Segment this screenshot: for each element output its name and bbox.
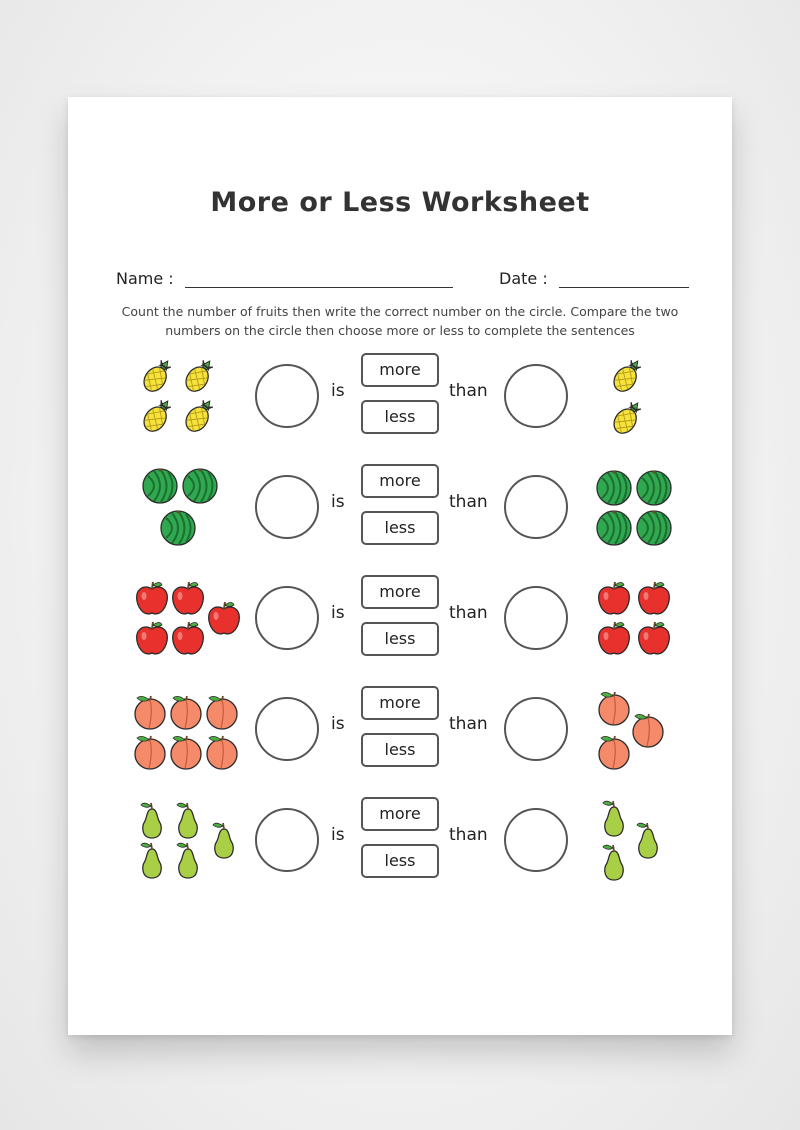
- more-option[interactable]: more: [361, 686, 439, 720]
- right-fruit-group: [588, 464, 678, 554]
- is-label: is: [331, 603, 345, 623]
- apple-icon: [594, 619, 634, 659]
- less-option[interactable]: less: [361, 733, 439, 767]
- is-label: is: [331, 714, 345, 734]
- peach-icon: [130, 732, 170, 772]
- more-option[interactable]: more: [361, 353, 439, 387]
- pineapple-icon: [608, 355, 648, 395]
- exercise-row: [68, 686, 732, 776]
- than-label: than: [449, 825, 488, 845]
- right-fruit-group: [588, 686, 678, 776]
- pineapple-icon: [180, 395, 220, 435]
- watermelon-icon: [594, 508, 634, 548]
- pear-icon: [132, 841, 172, 881]
- apple-icon: [594, 579, 634, 619]
- pear-icon: [628, 821, 668, 861]
- pear-icon: [168, 841, 208, 881]
- watermelon-icon: [634, 468, 674, 508]
- is-label: is: [331, 381, 345, 401]
- right-count-circle[interactable]: [504, 697, 568, 761]
- left-count-circle[interactable]: [255, 808, 319, 872]
- peach-icon: [628, 710, 668, 750]
- peach-icon: [202, 692, 242, 732]
- than-label: than: [449, 492, 488, 512]
- right-count-circle[interactable]: [504, 808, 568, 872]
- watermelon-icon: [158, 508, 198, 548]
- instructions: Count the number of fruits then write the correct number on the circle. Compare the two numbers on the circle then choose more or less to complete the sentences: [121, 304, 679, 338]
- date-field[interactable]: [499, 269, 689, 288]
- peach-icon: [166, 732, 206, 772]
- left-fruit-group: [128, 353, 238, 443]
- pineapple-icon: [608, 397, 648, 437]
- date-label: Date :: [499, 269, 548, 288]
- peach-icon: [130, 692, 170, 732]
- left-count-circle[interactable]: [255, 586, 319, 650]
- pear-icon: [132, 801, 172, 841]
- worksheet-page: [68, 97, 732, 1035]
- than-label: than: [449, 714, 488, 734]
- left-count-circle[interactable]: [255, 364, 319, 428]
- worksheet-title: More or Less Worksheet: [210, 187, 590, 218]
- less-option[interactable]: less: [361, 400, 439, 434]
- date-line[interactable]: [559, 273, 689, 288]
- apple-icon: [634, 619, 674, 659]
- exercise-row: [68, 575, 732, 665]
- peach-icon: [202, 732, 242, 772]
- right-fruit-group: [588, 797, 678, 887]
- right-count-circle[interactable]: [504, 364, 568, 428]
- more-option[interactable]: more: [361, 464, 439, 498]
- exercise-row: [68, 797, 732, 887]
- watermelon-icon: [180, 466, 220, 506]
- apple-icon: [204, 599, 244, 639]
- exercise-row: [68, 353, 732, 443]
- peach-icon: [594, 732, 634, 772]
- left-fruit-group: [128, 575, 238, 665]
- right-fruit-group: [588, 575, 678, 665]
- is-label: is: [331, 825, 345, 845]
- more-option[interactable]: more: [361, 797, 439, 831]
- left-fruit-group: [128, 686, 238, 776]
- watermelon-icon: [594, 468, 634, 508]
- watermelon-icon: [634, 508, 674, 548]
- name-label: Name :: [116, 269, 174, 288]
- left-fruit-group: [128, 464, 238, 554]
- pear-icon: [204, 821, 244, 861]
- left-fruit-group: [128, 797, 238, 887]
- pear-icon: [594, 843, 634, 883]
- apple-icon: [168, 619, 208, 659]
- name-line[interactable]: [185, 273, 453, 288]
- exercise-row: [68, 464, 732, 554]
- watermelon-icon: [140, 466, 180, 506]
- more-option[interactable]: more: [361, 575, 439, 609]
- name-field[interactable]: [116, 269, 453, 288]
- apple-icon: [132, 579, 172, 619]
- than-label: than: [449, 381, 488, 401]
- pineapple-icon: [138, 355, 178, 395]
- less-option[interactable]: less: [361, 622, 439, 656]
- left-count-circle[interactable]: [255, 475, 319, 539]
- right-count-circle[interactable]: [504, 586, 568, 650]
- less-option[interactable]: less: [361, 844, 439, 878]
- right-fruit-group: [588, 353, 678, 443]
- right-count-circle[interactable]: [504, 475, 568, 539]
- left-count-circle[interactable]: [255, 697, 319, 761]
- pineapple-icon: [180, 355, 220, 395]
- is-label: is: [331, 492, 345, 512]
- apple-icon: [634, 579, 674, 619]
- less-option[interactable]: less: [361, 511, 439, 545]
- apple-icon: [168, 579, 208, 619]
- apple-icon: [132, 619, 172, 659]
- than-label: than: [449, 603, 488, 623]
- peach-icon: [166, 692, 206, 732]
- pear-icon: [168, 801, 208, 841]
- pineapple-icon: [138, 395, 178, 435]
